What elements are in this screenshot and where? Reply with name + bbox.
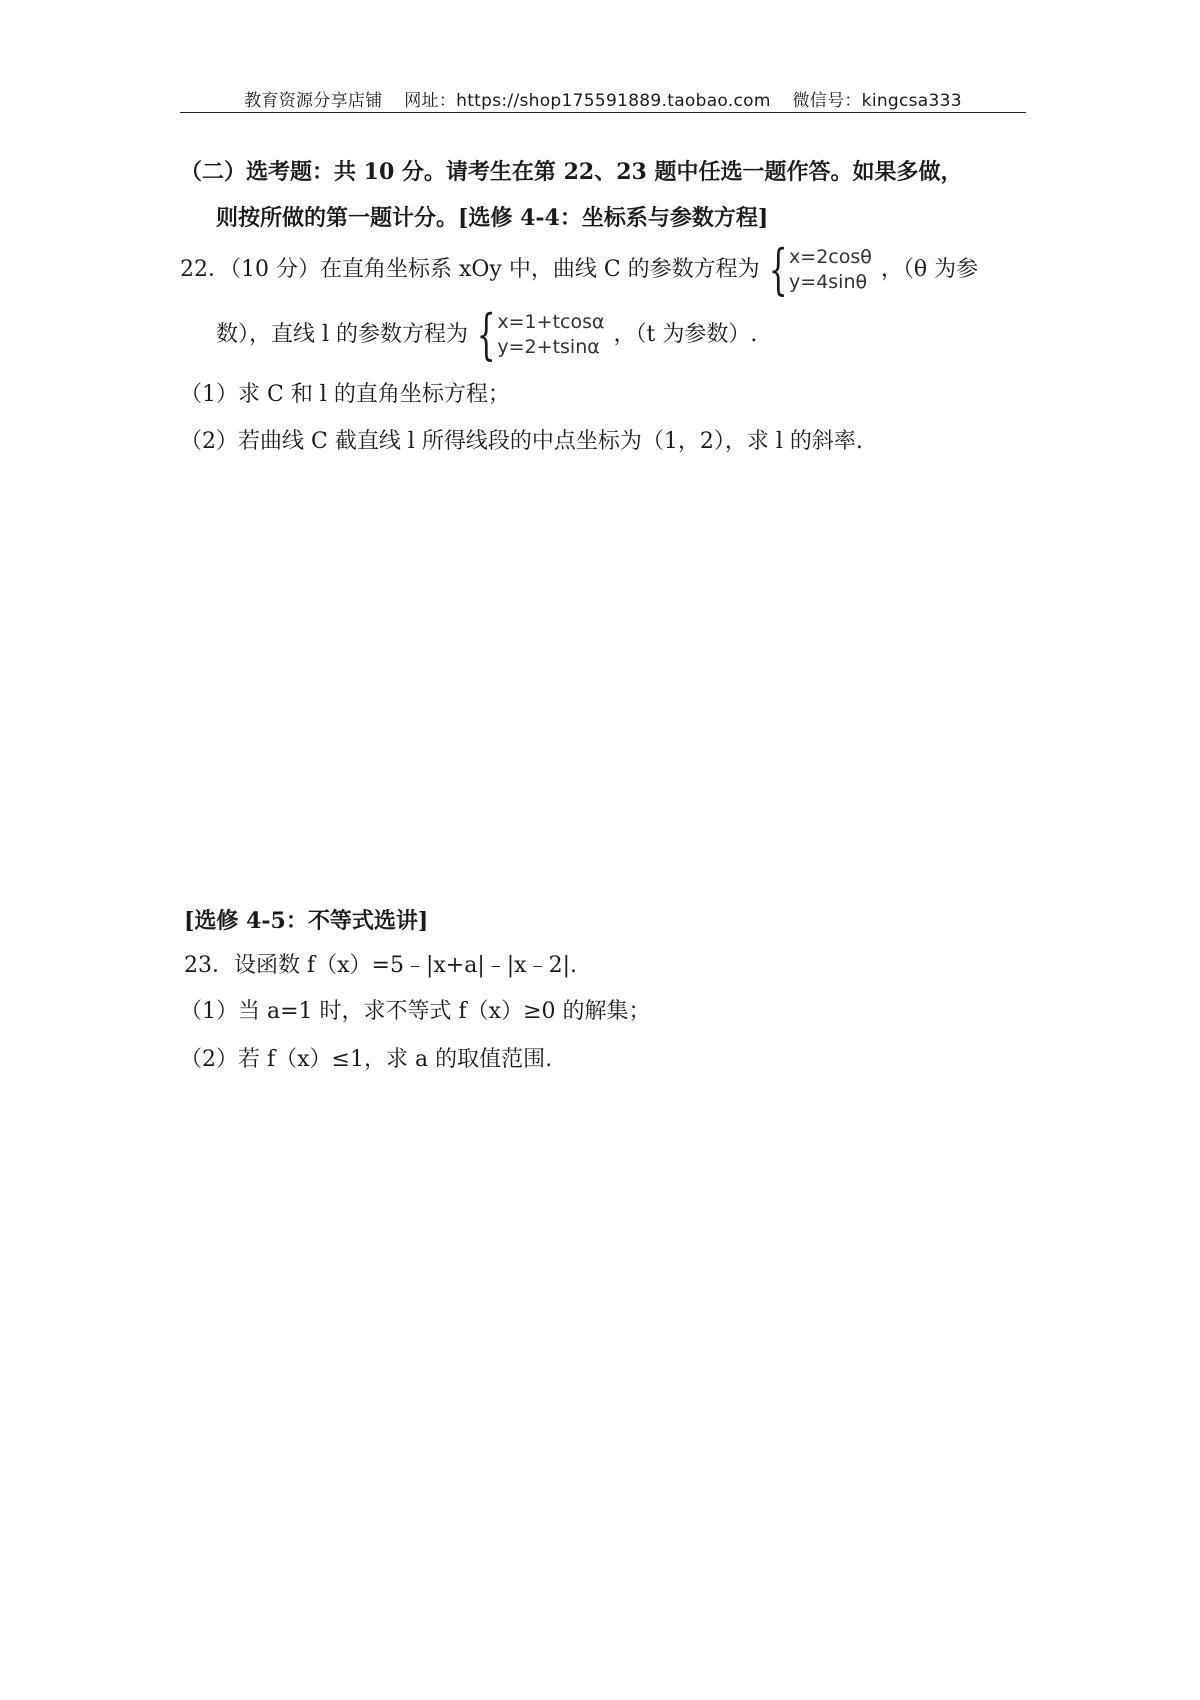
header-website: 网址：https://shop175591889.taobao.com	[404, 91, 771, 111]
left-brace-icon: {	[476, 303, 496, 366]
question-23-part1: （1）当 a=1 时，求不等式 f（x）≥0 的解集；	[180, 999, 651, 1024]
page-header	[180, 86, 1026, 111]
section-instructions-line1: （二）选考题：共 10 分。请考生在第 22、23 题中任选一题作答。如果多做，	[180, 159, 963, 185]
question-22-part1: （1）求 C 和 l 的直角坐标方程；	[180, 382, 510, 407]
q22-text-c: 数），直线 l 的参数方程为	[216, 322, 469, 347]
section-45-title: [选修 4-5：不等式选讲]	[184, 908, 429, 934]
question-22-part2: （2）若曲线 C 截直线 l 所得线段的中点坐标为（1，2），求 l 的斜率.	[180, 429, 863, 454]
header-divider	[180, 112, 1026, 113]
q22-text-d: ，（t 为参数）.	[613, 322, 758, 347]
question-22-stem-line2	[216, 303, 758, 366]
question-23-part2: （2）若 f（x）≤1，求 a 的取值范围.	[180, 1047, 553, 1072]
question-23-stem: 23．设函数 f（x）=5﹣|x+a|﹣|x﹣2|.	[184, 953, 577, 978]
q22-text-a: 22．（10 分）在直角坐标系 xOy 中，曲线 C 的参数方程为	[180, 257, 760, 282]
header-shop-name: 教育资源分享店铺	[244, 91, 383, 111]
line-equation-y: y=2+tsinα	[497, 336, 600, 358]
line-parametric-equations	[476, 303, 605, 366]
curve-equation-y: y=4sinθ	[789, 271, 868, 293]
question-22-stem-line1	[180, 238, 979, 301]
curve-equation-x: x=2cosθ	[789, 246, 872, 268]
left-brace-icon: {	[768, 238, 788, 301]
section-instructions-line2: 则按所做的第一题计分。[选修 4-4：坐标系与参数方程]	[216, 205, 769, 231]
header-wechat: 微信号：kingcsa333	[792, 91, 962, 111]
curve-parametric-equations	[768, 238, 872, 301]
line-equation-x: x=1+tcosα	[497, 311, 605, 333]
q22-text-b: ，（θ 为参	[880, 257, 979, 282]
